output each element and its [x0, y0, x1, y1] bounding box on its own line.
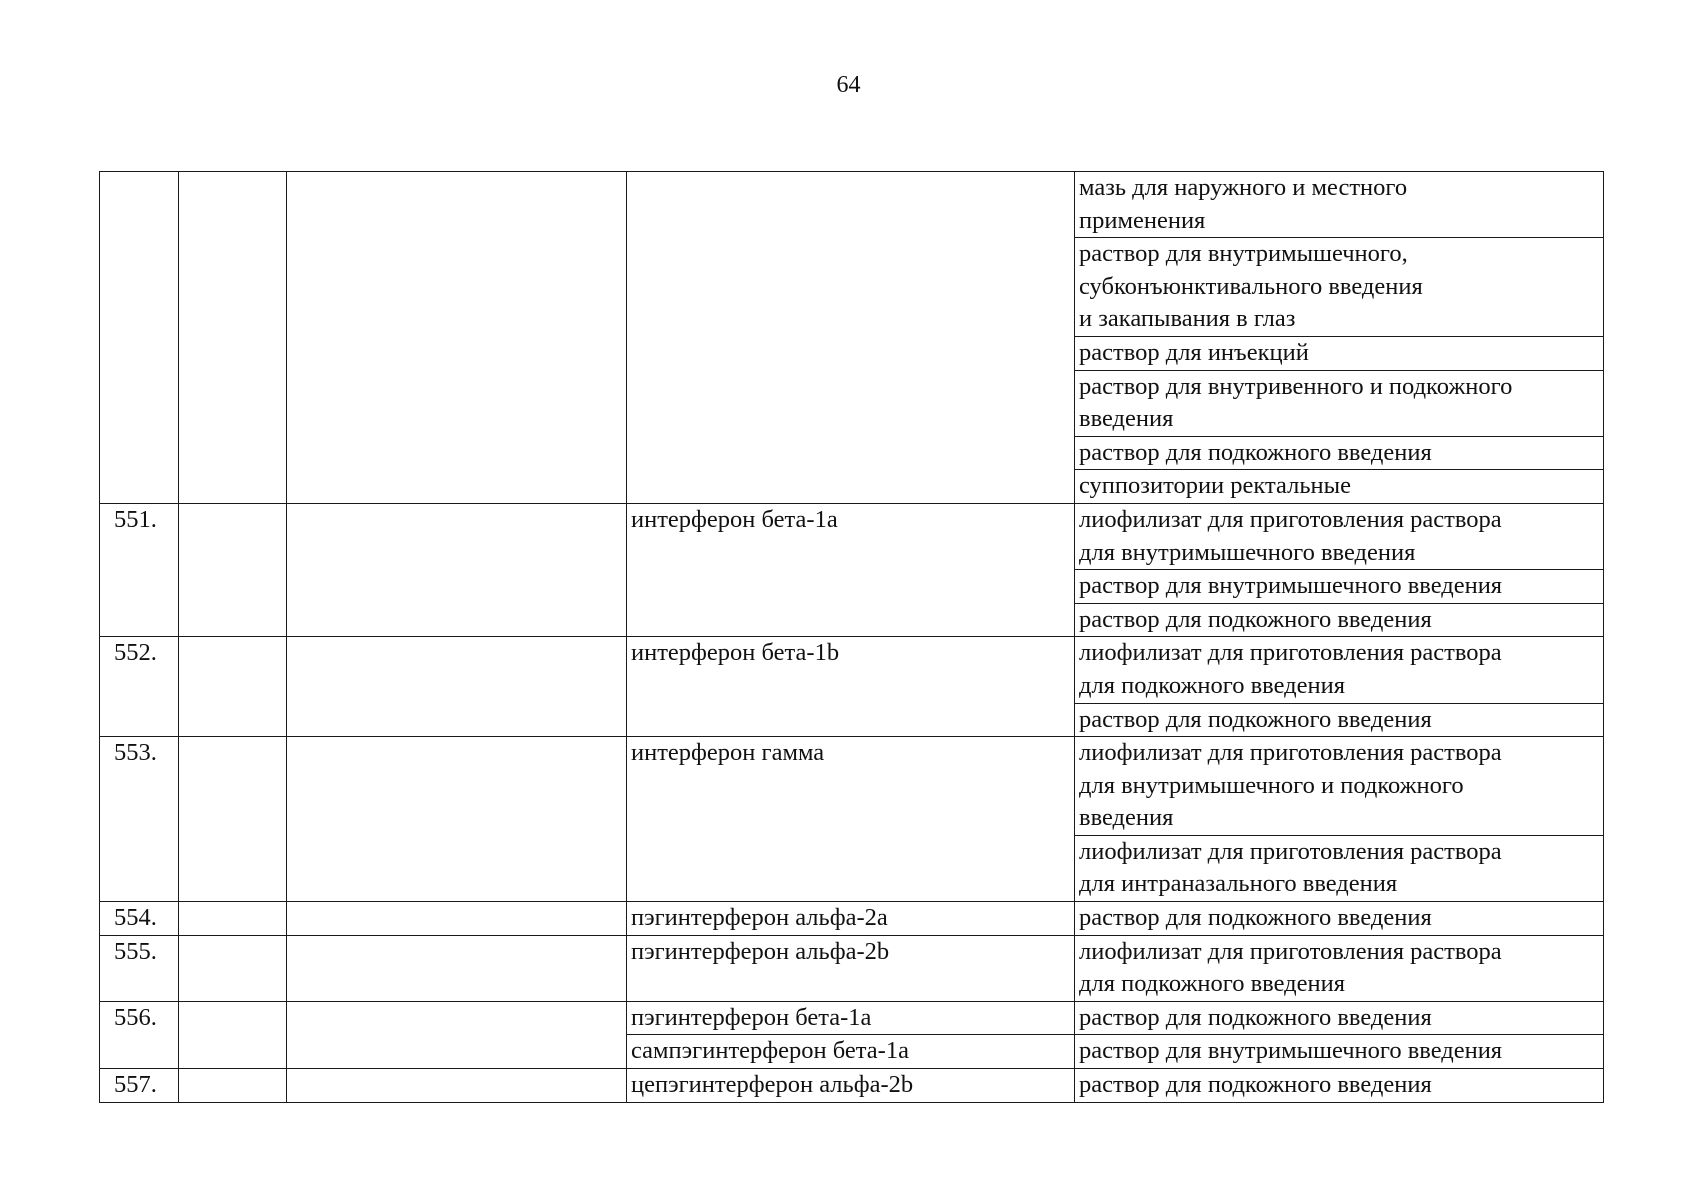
- form-cell: раствор для подкожного введения: [1075, 436, 1604, 470]
- drug-cell: сампэгинтерферон бета-1a: [627, 1035, 1075, 1069]
- form-cell: раствор для внутримышечного введения: [1075, 570, 1604, 604]
- num-cell: [100, 172, 179, 504]
- drug-cell: интерферон гамма: [627, 737, 1075, 902]
- num-cell: 556.: [100, 1001, 179, 1068]
- table-row: [100, 1069, 1604, 1103]
- num-cell: 553.: [100, 737, 179, 902]
- form-text: лиофилизат для приготовления раствора для подкожного введения: [1079, 639, 1502, 699]
- form-cell: суппозитории ректальные: [1075, 470, 1604, 504]
- form-cell: раствор для подкожного введения: [1075, 603, 1604, 637]
- table-row: [100, 935, 1604, 1001]
- form-cell: [1075, 835, 1604, 901]
- group-cell: [287, 1001, 627, 1068]
- form-cell: [1075, 238, 1604, 337]
- form-cell: раствор для внутримышечного введения: [1075, 1035, 1604, 1069]
- form-cell: раствор для инъекций: [1075, 336, 1604, 370]
- form-text: лиофилизат для приготовления раствора для внутримышечного введения: [1079, 505, 1502, 566]
- form-cell: [1075, 737, 1604, 836]
- form-cell: раствор для подкожного введения: [1075, 703, 1604, 737]
- code-cell: [179, 1069, 287, 1103]
- num-cell: 551.: [100, 503, 179, 636]
- form-cell: [1075, 172, 1604, 238]
- table-row: [100, 1001, 1604, 1035]
- code-cell: [179, 637, 287, 737]
- code-cell: [179, 902, 287, 936]
- table-row: [100, 503, 1604, 569]
- form-cell: [1075, 637, 1604, 703]
- form-cell: раствор для подкожного введения: [1075, 1069, 1604, 1103]
- group-cell: [287, 1069, 627, 1103]
- drug-cell: интерферон бета-1a: [627, 503, 1075, 636]
- code-cell: [179, 935, 287, 1001]
- form-text: лиофилизат для приготовления раствора для интраназального введения: [1079, 837, 1502, 898]
- drug-cell: пэгинтерферон бета-1a: [627, 1001, 1075, 1035]
- drug-cell: пэгинтерферон альфа-2b: [627, 935, 1075, 1001]
- form-cell: [1075, 503, 1604, 569]
- form-cell: раствор для подкожного введения: [1075, 902, 1604, 936]
- form-text: раствор для внутримышечного, субконъюнктивального введения и закапывания в глаз: [1079, 240, 1423, 333]
- drug-cell: цепэгинтерферон альфа-2b: [627, 1069, 1075, 1103]
- group-cell: [287, 503, 627, 636]
- num-cell: 552.: [100, 637, 179, 737]
- num-cell: 557.: [100, 1069, 179, 1103]
- table-row: [100, 737, 1604, 836]
- group-cell: [287, 935, 627, 1001]
- page-number: 64: [836, 72, 861, 98]
- form-cell: раствор для подкожного введения: [1075, 1001, 1604, 1035]
- drug-cell: интерферон бета-1b: [627, 637, 1075, 737]
- form-text: раствор для внутривенного и подкожного введения: [1079, 372, 1513, 433]
- num-cell: 554.: [100, 902, 179, 936]
- drug-table: [99, 171, 1604, 1103]
- group-cell: [287, 172, 627, 504]
- code-cell: [179, 737, 287, 902]
- form-text: лиофилизат для приготовления раствора для внутримышечного и подкожного введения: [1079, 739, 1502, 832]
- drug-cell: пэгинтерферон альфа-2a: [627, 902, 1075, 936]
- form-cell: [1075, 370, 1604, 436]
- table-row: [100, 172, 1604, 238]
- code-cell: [179, 503, 287, 636]
- form-cell: [1075, 935, 1604, 1001]
- form-text: мазь для наружного и местного применения: [1079, 174, 1408, 234]
- form-text: лиофилизат для приготовления раствора для подкожного введения: [1079, 937, 1502, 998]
- group-cell: [287, 637, 627, 737]
- table-row: [100, 902, 1604, 936]
- code-cell: [179, 172, 287, 504]
- drug-cell: [627, 172, 1075, 504]
- code-cell: [179, 1001, 287, 1068]
- table-row: [100, 637, 1604, 703]
- group-cell: [287, 737, 627, 902]
- num-cell: 555.: [100, 935, 179, 1001]
- group-cell: [287, 902, 627, 936]
